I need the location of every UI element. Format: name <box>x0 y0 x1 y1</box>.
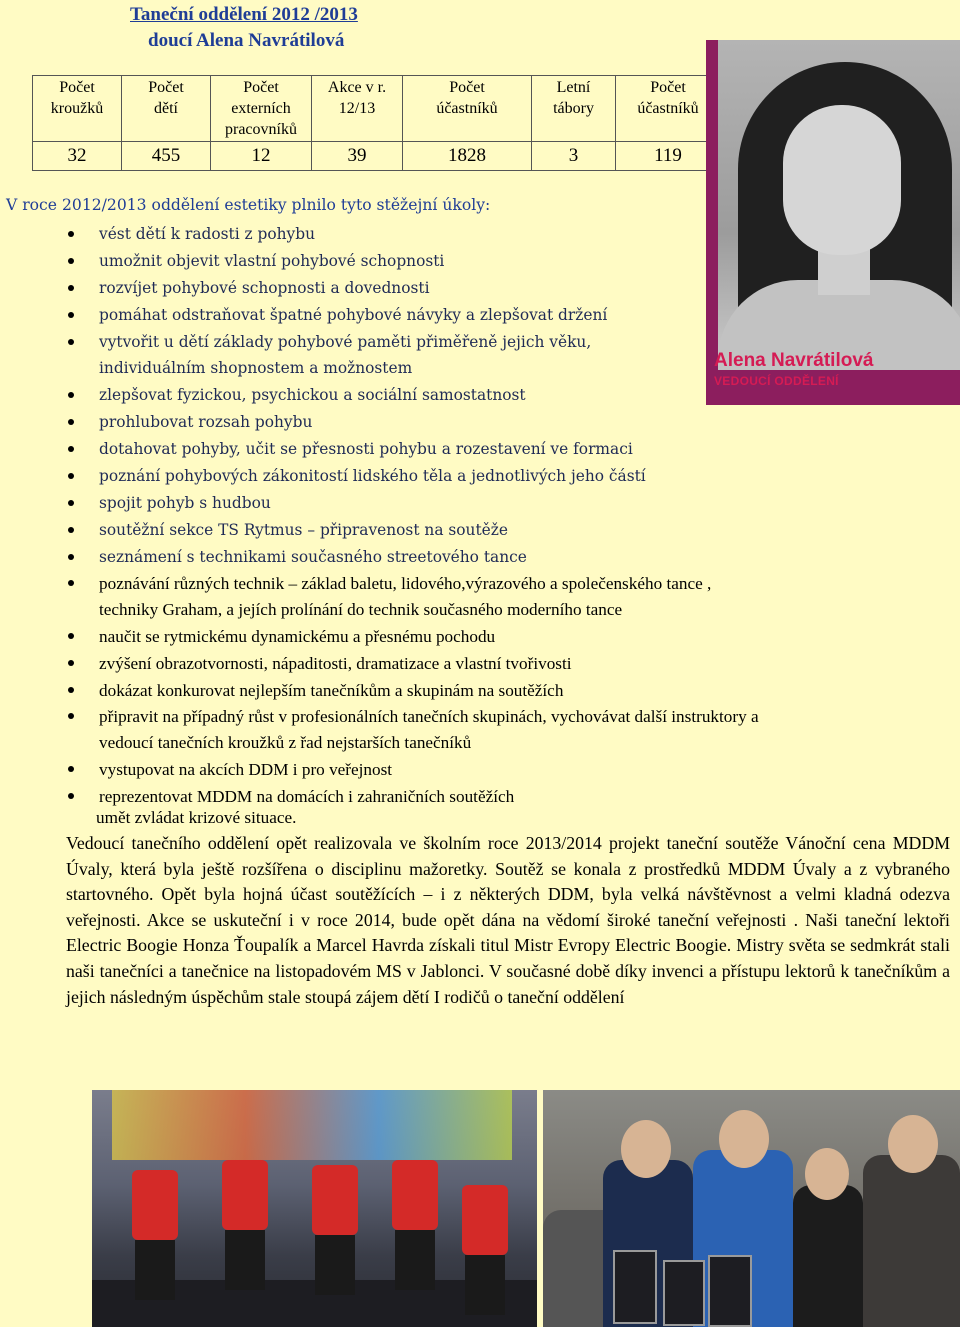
bullet-icon <box>68 392 74 398</box>
stats-header-row <box>33 76 721 142</box>
bullet-icon <box>68 500 74 506</box>
bullet-icon <box>68 285 74 291</box>
bullet-icon <box>68 473 74 479</box>
header-subtitle: doucí Alena Navrátilová <box>148 30 345 51</box>
stats-header-cell: Počet účastníků <box>616 76 721 142</box>
stats-table <box>32 75 721 171</box>
extra-line: umět zvládat krizové situace. <box>96 808 297 827</box>
intro-text: V roce 2012/2013 oddělení estetiky plnilo tyto stěžejní úkoly: <box>6 196 491 214</box>
bullet-icon <box>68 713 74 719</box>
stats-header-cell: Počet účastníků <box>403 76 532 142</box>
header-title: Taneční oddělení 2012 /2013 <box>130 4 358 25</box>
bullet-icon <box>68 258 74 264</box>
stats-value-cell: 3 <box>532 142 616 171</box>
stats-value-cell: 39 <box>312 142 403 171</box>
bullet-icon <box>68 527 74 533</box>
portrait-card <box>706 40 960 405</box>
stats-header-cell: Letní tábory <box>532 76 616 142</box>
portrait-photo <box>718 40 960 362</box>
bullet-icon <box>68 766 74 772</box>
stats-value-cell: 12 <box>211 142 312 171</box>
bullet-icon <box>68 339 74 345</box>
portrait-role: VEDOUCÍ ODDĚLENÍ <box>714 374 839 388</box>
bullet-icon <box>68 580 74 586</box>
stats-value-cell: 1828 <box>403 142 532 171</box>
stats-header-cell: Akce v r. 12/13 <box>312 76 403 142</box>
portrait-name: Alena Navrátilová <box>714 350 874 371</box>
stats-header-cell: Počet kroužků <box>33 76 122 142</box>
stats-header-cell: Počet dětí <box>122 76 211 142</box>
award-winners-photo <box>543 1090 960 1327</box>
stats-value-cell: 455 <box>122 142 211 171</box>
stats-value-cell: 119 <box>616 142 721 171</box>
body-paragraph: Vedoucí tanečního oddělení opět realizovala ve školním roce 2013/2014 projekt taneční soutěže Vánoční cena MDDM Úvaly, která byla ještě rozšířena o disciplinu mažoretky. Soutěž se konala z prostředků MDDM Úvaly a z vybraného startovného. Opět byla hojná účast soutěžících – i z některých DDM, byla velká návštěvnost a velmi kladná odezva veřejnosti. Akce se uskuteční i v roce 2014, bude opět dána na vědomí široké taneční veřejnosti . Naši taneční lektoři Electric Boogie Honza Ťoupalík a Marcel Havrda získali titul Mistr Evropy Electric Boogie. Mistry světa se sedmkrát stali naši tanečníci a tanečnice na listopadovém MS v Jablonci. V současné době díky invenci a přístupu lektorů k tanečníkům a jejich následným úspěchům stale stoupá zájem dětí I rodičů o taneční oddělení <box>66 833 950 1007</box>
stats-value-row <box>33 142 721 171</box>
stats-header-cell: Počet externích pracovníků <box>211 76 312 142</box>
bullet-icon <box>68 633 74 639</box>
document-header <box>130 2 358 54</box>
bullet-icon <box>68 687 74 693</box>
bullet-icon <box>68 419 74 425</box>
bullet-icon <box>68 231 74 237</box>
bullet-icon <box>68 312 74 318</box>
bullet-icon <box>68 793 74 799</box>
bullet-icon <box>68 660 74 666</box>
bullet-icon <box>68 446 74 452</box>
bullet-icon <box>68 554 74 560</box>
stats-value-cell: 32 <box>33 142 122 171</box>
dance-group-photo <box>92 1090 537 1327</box>
